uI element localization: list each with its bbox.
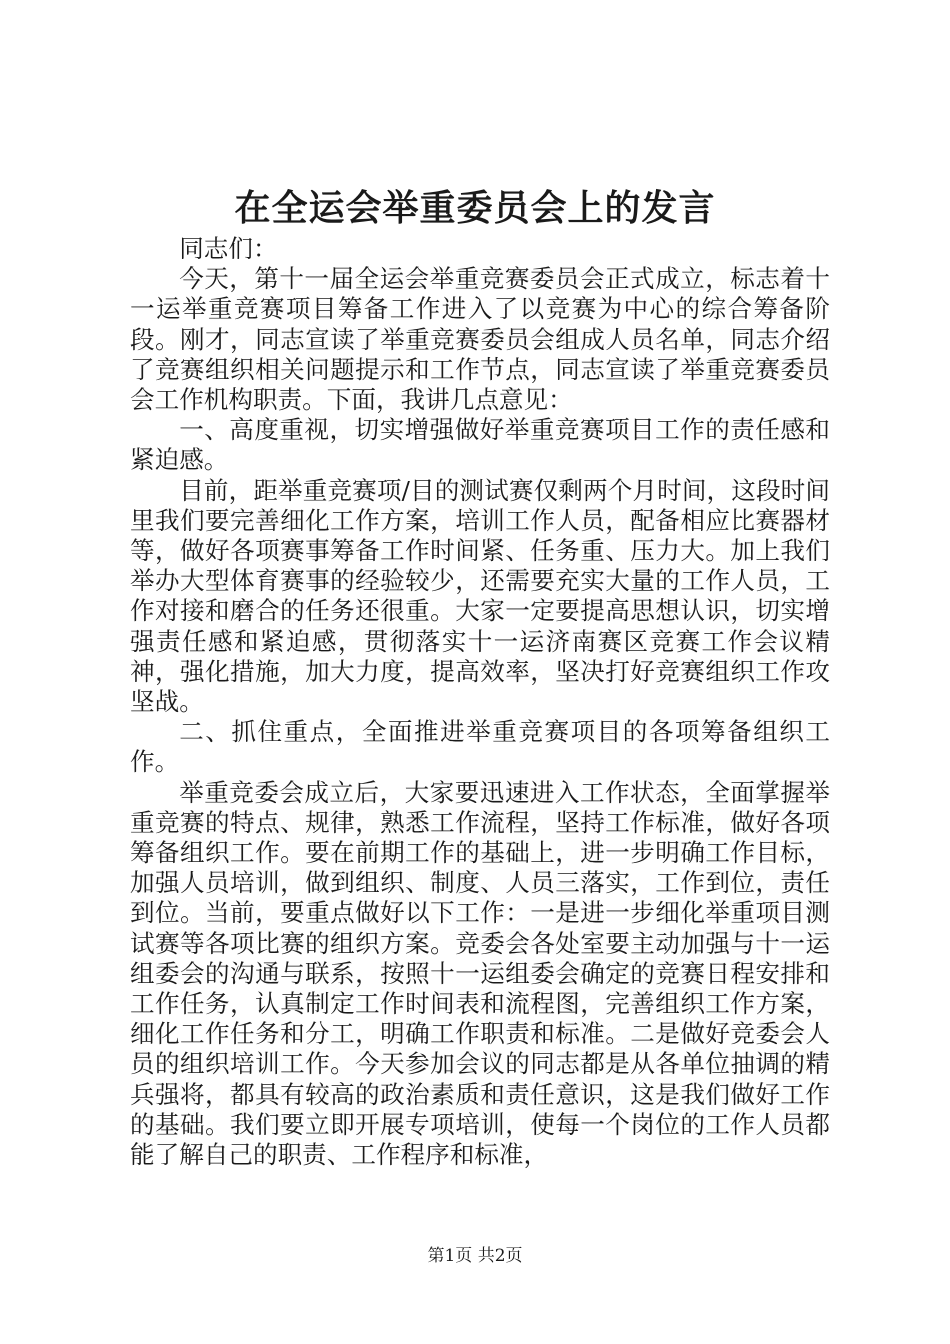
body-paragraph: 目前，距举重竞赛项/目的测试赛仅剩两个月时间，这段时间里我们要完善细化工作方案，培训工作人员，配备相应比赛器材等，做好各项赛事筹备工作时间紧、任务重、压力大。加上我们举办大型体育赛事的经验较少，还需要充实大量的工作人员，工作对接和磨合的任务还很重。大家一定要提高思想认识，切实增强责任感和紧迫感，贯彻落实十一运济南赛区竞赛工作会议精神，强化措施，加大力度，提高效率，坚决打好竞赛组织工作攻坚战。 bbox=[130, 475, 830, 717]
salutation-paragraph: 同志们： bbox=[179, 234, 278, 263]
body-paragraph: 举重竞委会成立后，大家要迅速进入工作状态，全面掌握举重竞赛的特点、规律，熟悉工作流程，坚持工作标准，做好各项筹备组织工作。要在前期工作的基础上，进一步明确工作目标，加强人员培训，做到组织、制度、人员三落实，工作到位，责任到位。当前，要重点做好以下工作：一是进一步细化举重项目测试赛等各项比赛的组织方案。竞委会各处室要主动加强与十一运组委会的沟通与联系，按照十一运组委会确定的竞赛日程安排和工作任务，认真制定工作时间表和流程图，完善组织工作方案，细化工作任务和分工，明确工作职责和标准。二是做好竞委会人员的组织培训工作。今天参加会议的同志都是从各单位抽调的精兵强将，都具有较高的政治素质和责任意识，这是我们做好工作的基础。我们要立即开展专项培训，使每一个岗位的工作人员都能了解自己的职责、工作程序和标准， bbox=[130, 777, 830, 1170]
document-title: 在全运会举重委员会上的发言 bbox=[234, 187, 716, 229]
section-heading-1: 一、高度重视，切实增强做好举重竞赛项目工作的责任感和紧迫感。 bbox=[130, 415, 830, 475]
document-body bbox=[130, 234, 830, 1170]
page-number-footer: 第1页 共2页 bbox=[427, 1246, 523, 1266]
intro-paragraph: 今天，第十一届全运会举重竞赛委员会正式成立，标志着十一运举重竞赛项目筹备工作进入了以竞赛为中心的综合筹备阶段。刚才，同志宣读了举重竞赛委员会组成人员名单，同志介绍了竞赛组织相关问题提示和工作节点，同志宣读了举重竞赛委员会工作机构职责。下面，我讲几点意见： bbox=[130, 264, 830, 415]
section-heading-2: 二、抓住重点，全面推进举重竞赛项目的各项筹备组织工作。 bbox=[130, 717, 830, 777]
